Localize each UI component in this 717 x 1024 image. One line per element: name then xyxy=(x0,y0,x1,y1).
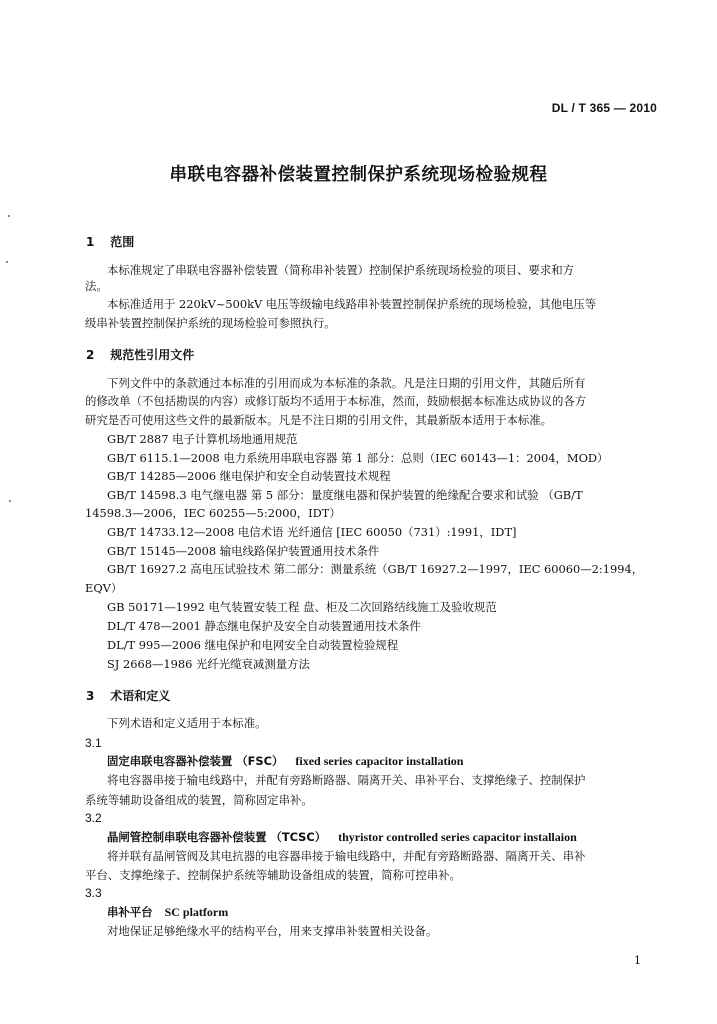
clause-number: 3.2 xyxy=(85,811,102,825)
definition-line: 平台、支撑绝缘子、控制保护系统等辅助设备组成的装置，简称可控串补。 xyxy=(85,868,461,882)
reference-item: SJ 2668—1986 光纤光缆衰减测量方法 xyxy=(107,657,310,671)
section-heading-terms xyxy=(86,687,170,704)
clause-number: 3.3 xyxy=(85,886,102,900)
term-chinese: 串补平台 xyxy=(107,905,153,919)
scan-speck xyxy=(9,500,11,502)
standard-code: DL / T 365 — 2010 xyxy=(551,101,657,115)
section-title: 术语和定义 xyxy=(110,689,171,703)
scan-speck xyxy=(8,215,10,217)
term-chinese: 晶闸管控制串联电容器补偿装置 （TCSC） xyxy=(107,830,327,844)
reference-item: GB/T 14733.12—2008 电信术语 光纤通信 [IEC 60050（731）:1991，IDT] xyxy=(107,525,517,539)
term-english: fixed series capacitor installation xyxy=(295,754,464,768)
paragraph-line: 法。 xyxy=(85,279,108,293)
scan-speck xyxy=(6,261,8,263)
reference-item: GB/T 2887 电子计算机场地通用规范 xyxy=(107,432,298,446)
document-title: 串联电容器补偿装置控制保护系统现场检验规程 xyxy=(169,165,548,185)
section-heading-scope xyxy=(86,233,134,250)
section-title: 范围 xyxy=(110,235,135,249)
definition-line: 将电容器串接于输电线路中，并配有旁路断路器、隔离开关、串补平台、支撑绝缘子、控制保护 xyxy=(107,773,586,787)
reference-item: DL/T 478—2001 静态继电保护及安全自动装置通用技术条件 xyxy=(107,619,421,633)
page-number: 1 xyxy=(634,954,641,967)
section-number: 3 xyxy=(86,689,95,703)
term-chinese: 固定串联电容器补偿装置 （FSC） xyxy=(107,754,284,768)
section-number: 2 xyxy=(86,348,95,362)
definition-line: 将并联有晶闸管阀及其电抗器的电容器串接于输电线路中，并配有旁路断路器、隔离开关、串补 xyxy=(107,849,586,863)
paragraph-line: 本标准规定了串联电容器补偿装置（简称串补装置）控制保护系统现场检验的项目、要求和方 xyxy=(107,263,575,277)
reference-item: GB/T 14598.3 电气继电器 第 5 部分：量度继电器和保护装置的绝缘配合要求和试验 （GB/T xyxy=(107,488,583,502)
definition-line: 对地保证足够绝缘水平的结构平台，用来支撑串补装置相关设备。 xyxy=(107,924,438,938)
paragraph-line: 研究是否可使用这些文件的最新版本。凡是不注日期的引用文件，其最新版本适用于本标准。 xyxy=(85,413,553,427)
term-heading xyxy=(107,829,577,845)
term-english: SC platform xyxy=(164,905,229,919)
definition-line: 系统等辅助设备组成的装置，简称固定串补。 xyxy=(85,793,313,807)
clause-number: 3.1 xyxy=(85,736,102,750)
paragraph-line: 下列文件中的条款通过本标准的引用而成为本标准的条款。凡是注日期的引用文件，其随后所有 xyxy=(107,376,586,390)
paragraph-line: 下列术语和定义适用于本标准。 xyxy=(107,716,267,730)
reference-item-continued: EQV） xyxy=(85,581,123,595)
reference-item: GB 50171—1992 电气装置安装工程 盘、柜及二次回路结线施工及验收规范 xyxy=(107,600,497,614)
reference-item: GB/T 15145—2008 输电线路保护装置通用技术条件 xyxy=(107,544,380,558)
reference-item-continued: 14598.3—2006，IEC 60255—5:2000，IDT） xyxy=(85,506,341,520)
term-heading xyxy=(107,753,463,769)
paragraph-line: 的修改单（不包括勘误的内容）或修订版均不适用于本标准，然而，鼓励根据本标准达成协议的各方 xyxy=(85,394,587,408)
reference-item: GB/T 6115.1—2008 电力系统用串联电容器 第 1 部分：总则（IEC 60143—1：2004，MOD） xyxy=(107,451,609,465)
section-title: 规范性引用文件 xyxy=(110,348,195,362)
term-english: thyristor controlled series capacitor installaion xyxy=(338,830,577,844)
reference-item: GB/T 14285—2006 继电保护和安全自动装置技术规程 xyxy=(107,469,391,483)
term-heading xyxy=(107,904,228,920)
reference-item: GB/T 16927.2 高电压试验技术 第二部分：测量系统（GB/T 16927.2—1997，IEC 60060—2:1994， xyxy=(107,562,644,576)
paragraph-line: 级串补装置控制保护系统的现场检验可参照执行。 xyxy=(85,316,336,330)
paragraph-line: 本标准适用于 220kV~500kV 电压等级输电线路串补装置控制保护系统的现场检验，其他电压等 xyxy=(107,297,597,311)
reference-item: DL/T 995—2006 继电保护和电网安全自动装置检验规程 xyxy=(107,638,399,652)
section-heading-normative-references xyxy=(86,346,194,363)
section-number: 1 xyxy=(86,235,95,249)
